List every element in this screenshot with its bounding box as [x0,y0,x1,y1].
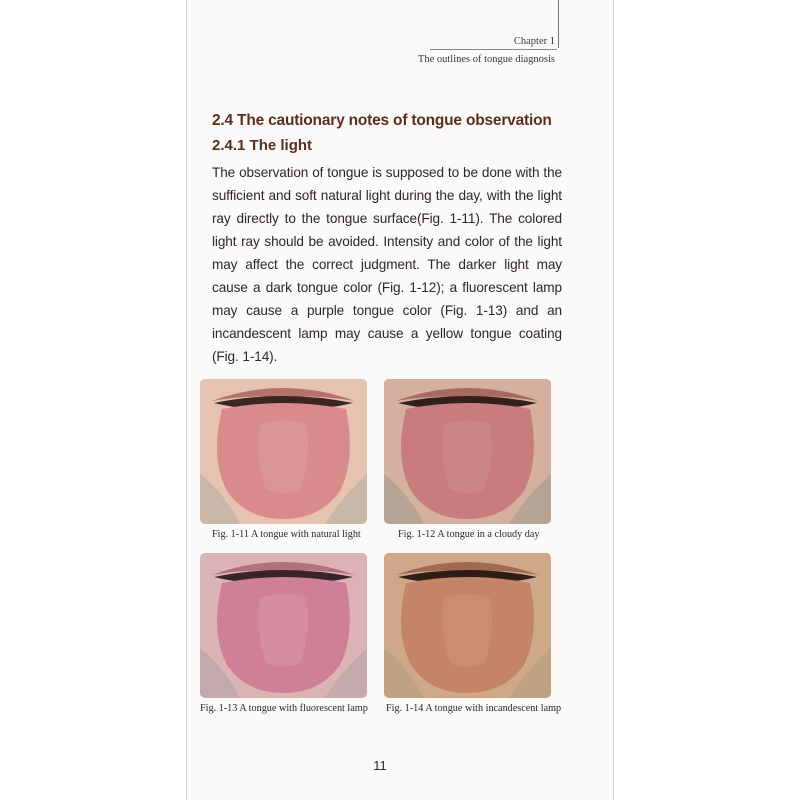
figure-1-13-image [200,553,367,698]
body-paragraph: The observation of tongue is supposed to be done with the sufficient and soft natural light during the day, with the light ray directly to the tongue surface(Fig. 1-11). The colored light ray should be avoided. Intensity and color of the light may affect the correct judgment. The darker light may cause a dark tongue color (Fig. 1-12); a fluorescent lamp may cause a purple tongue color (Fig. 1-13) and an incandescent lamp may cause a yellow tongue coating (Fig. 1-14). [212,165,562,364]
chapter-title: The outlines of tongue diagnosis [417,54,555,65]
figure-1-13-caption: Fig. 1-13 A tongue with fluorescent lamp [200,703,368,714]
tongue-sheen [442,421,492,494]
tongue-sheen [442,595,492,668]
figure-1-12-caption: Fig. 1-12 A tongue in a cloudy day [398,529,540,540]
tongue-sheen [258,421,308,494]
figure-1-11-caption: Fig. 1-11 A tongue with natural light [212,529,361,540]
running-head [418,33,555,69]
figure-1-14-caption: Fig. 1-14 A tongue with incandescent lamp [386,703,562,714]
figure-1-12-image [384,379,551,524]
figure-1-11-image [200,379,367,524]
page-number: 11 [373,758,387,773]
tongue-sheen [258,595,308,668]
subsection-heading: 2.4.1 The light [212,137,313,154]
header-rule [430,49,557,50]
chapter-label: Chapter 1 [513,36,555,47]
section-heading: 2.4 The cautionary notes of tongue observation [212,112,552,129]
figure-1-14-image [384,553,551,698]
